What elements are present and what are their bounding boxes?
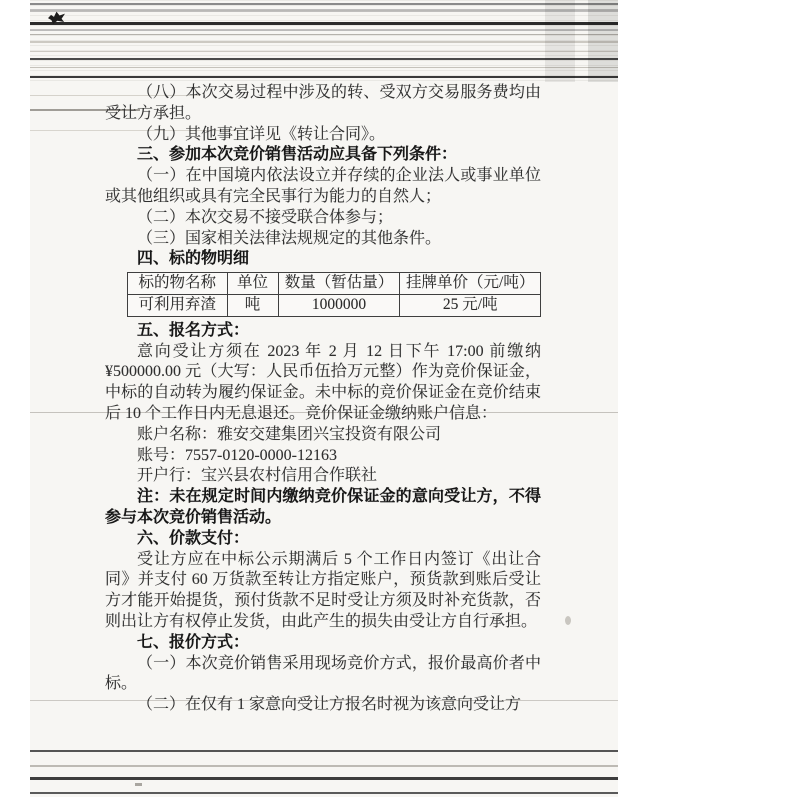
- account-number-line: 账号：7557-0120-0000-12163: [137, 446, 337, 464]
- paragraph-quote1: （一）本次竞价销售采用现场竞价方式，报价最高价者中标。: [105, 654, 541, 693]
- table-header-row: [128, 273, 541, 295]
- section3-heading: 三、参加本次竞价销售活动应具备下列条件：: [137, 146, 458, 164]
- scan-streak: [30, 765, 618, 767]
- scan-noise-top: [30, 0, 618, 82]
- paragraph-condition2: （二）本次交易不接受联合体参与；: [137, 208, 394, 226]
- paragraph-condition1: （一）在中国境内依法设立并存续的企业法人或事业单位或其他组织或具有完全民事行为能力的自然人；: [105, 167, 541, 205]
- paragraph-quote2: （二）在仅有 1 家意向受让方报名时视为该意向受让方: [137, 696, 522, 714]
- bank-line: 开户行：宝兴县农村信用合作联社: [137, 467, 378, 485]
- scan-streak: [30, 22, 618, 25]
- table-cell: 25 元/吨: [400, 294, 541, 316]
- scan-sheet: [30, 0, 618, 797]
- paragraph-item8: （八）本次交易过程中涉及的转、受双方交易服务费均由受让方承担。: [105, 84, 541, 122]
- scan-streak: [30, 792, 618, 794]
- scan-streak: [30, 76, 618, 78]
- note-paragraph: 注：未在规定时间内缴纳竞价保证金的意向受让方，不得参与本次竞价销售活动。: [105, 488, 541, 526]
- paragraph-condition3: （三）国家相关法律法规规定的其他条件。: [137, 229, 442, 247]
- scan-streak: [30, 67, 618, 68]
- account-name-line: 账户名称：雅安交建集团兴宝投资有限公司: [137, 425, 442, 443]
- table-header-cell: 单位: [227, 273, 278, 295]
- subject-details-table: [127, 272, 541, 317]
- table-cell: 1000000: [278, 294, 400, 316]
- table-header-cell: 标的物名称: [128, 273, 228, 295]
- section4-heading: 四、标的物明细: [137, 250, 250, 268]
- scan-streak: [30, 750, 618, 752]
- paragraph-deposit: 意向受让方须在 2023 年 2 月 12 日下午 17:00 前缴纳 ¥500000.00 元（大写：人民币伍拾万元整）作为竞价保证金，中标的自动转为履约保证金。未中标的竞价保证金在竞价结束后 10 个工作日内无息退还。竞价保证金缴纳账户信息：: [105, 342, 541, 422]
- section6-heading: 六、价款支付：: [137, 529, 250, 547]
- scan-streak: [30, 51, 618, 52]
- scan-streak: [30, 29, 618, 31]
- scan-streak: [30, 34, 618, 35]
- ink-blot: [48, 11, 65, 24]
- table-header-cell: 数量（暂估量）: [278, 273, 400, 295]
- section5-heading: 五、报名方式：: [137, 321, 250, 339]
- scan-shade: [545, 0, 575, 82]
- scan-streak: [30, 58, 618, 60]
- table-cell: 可利用弃渣: [128, 294, 228, 316]
- table-cell: 吨: [227, 294, 278, 316]
- scan-streak: [30, 777, 618, 780]
- section7-heading: 七、报价方式：: [137, 633, 250, 651]
- scan-smudge: [565, 616, 571, 625]
- scan-streak: [30, 3, 618, 5]
- scan-streak: [30, 9, 618, 12]
- paragraph-item9: （九）其他事宜详见《转让合同》。: [137, 125, 386, 143]
- scan-streak: [30, 41, 618, 43]
- table-row: [128, 294, 541, 316]
- document-content: [105, 83, 541, 716]
- paragraph-payment: 受让方应在中标公示期满后 5 个工作日内签订《出让合同》并支付 60 万货款至转让方指定账户，预货款到账后受让方才能开始提货，预付货款不足时受让方须及时补充货款，否则出让方有权停止发货，由此产生的损失由受让方自行承担。: [105, 550, 541, 630]
- table-header-cell: 挂牌单价（元/吨）: [400, 273, 541, 295]
- scan-smudge: [135, 783, 142, 786]
- scan-shade: [588, 0, 618, 82]
